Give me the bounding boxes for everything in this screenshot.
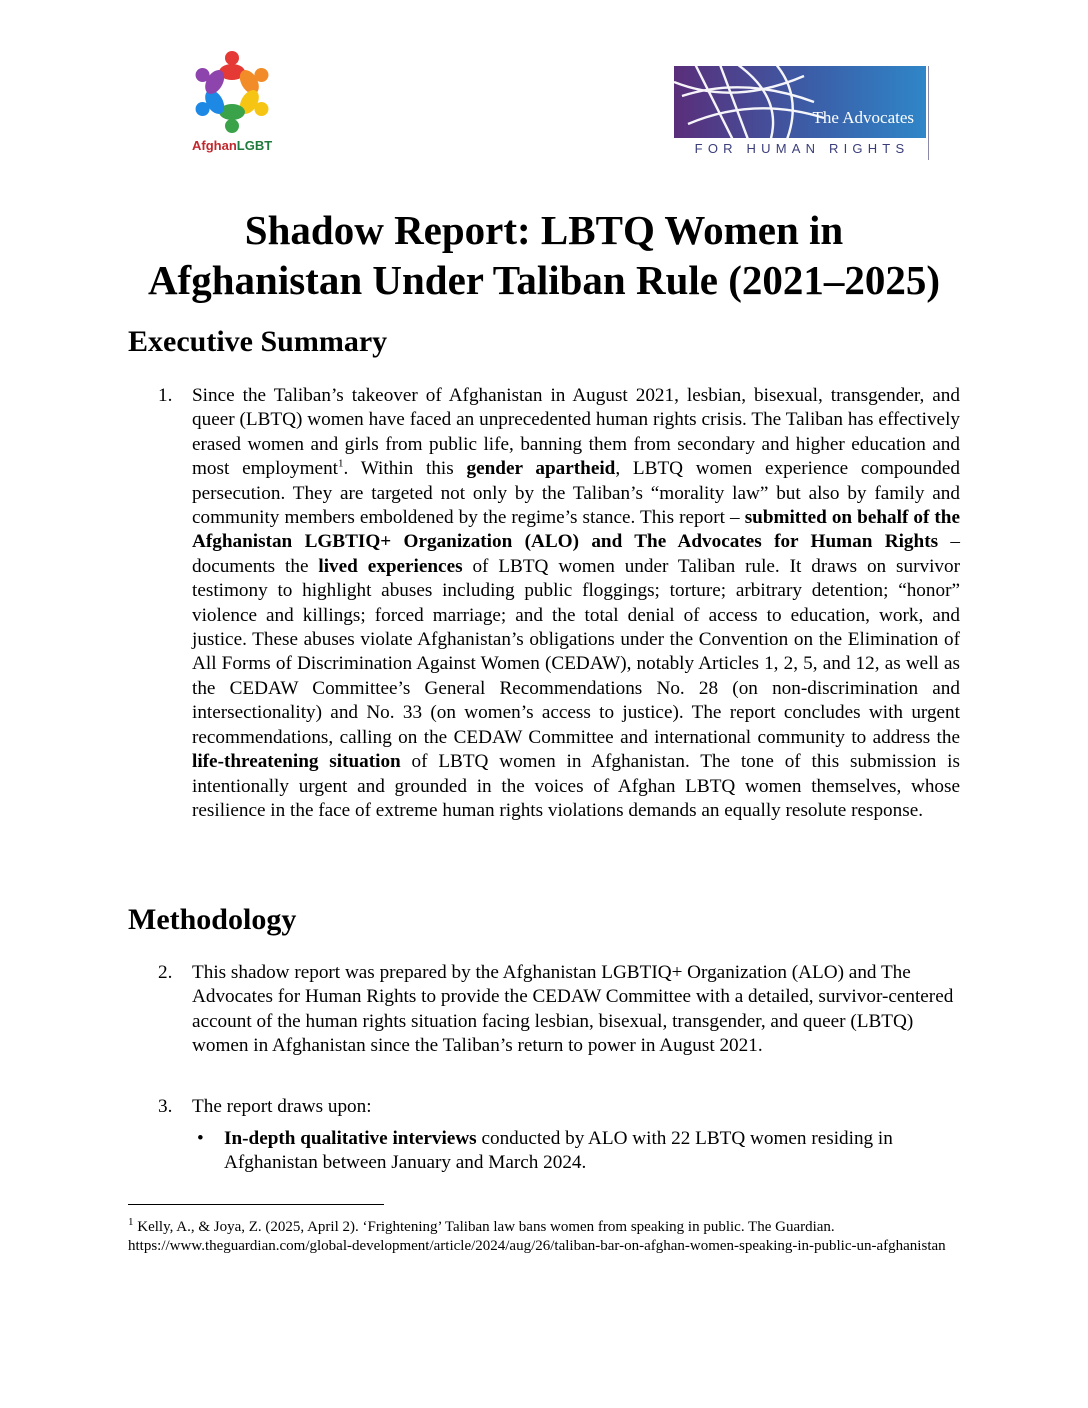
bold-run: lived experiences	[318, 555, 463, 577]
text-run: of LBTQ women in Afghanistan. The tone of this submission is intentionally urgent and grounded in the voices of Afghan LBTQ women themselves, whose resilience in the face of extreme human rights violations demands an equally resolute response.	[192, 751, 960, 821]
executive-summary-heading: Executive Summary	[128, 325, 388, 358]
text-run: Since the Taliban’s takeover of Afghanistan in August 2021, lesbian, bisexual, transgender, and queer (LBTQ) women have faced an unprecedented human rights crisis. The Taliban has effectively erased women and girls from public life, banning them from secondary and higher education and most employment	[192, 385, 960, 480]
people-circle-icon	[186, 44, 278, 140]
methodology-paragraph-3	[158, 1095, 960, 1119]
advocates-logo-box	[674, 66, 926, 138]
methodology-paragraph-2	[158, 961, 960, 1059]
logo-person-head	[254, 102, 268, 116]
item-number: 3.	[158, 1096, 173, 1117]
footnote-ref[interactable]: 1	[338, 457, 344, 470]
bullet-icon: •	[197, 1128, 204, 1149]
logo-divider	[928, 66, 929, 160]
bold-run: submitted on behalf of the Afghanistan LGBTIQ+ Organization (ALO) and The Advocates for Human Rights	[192, 507, 960, 553]
title-line-1: Shadow Report: LBTQ Women in	[244, 207, 844, 253]
logo-center	[225, 85, 239, 99]
methodology-bullet-1	[197, 1127, 964, 1176]
afghan-lgbt-wordmark	[192, 138, 272, 153]
text-run: conducted by ALO with 22 LBTQ women residing in Afghanistan between January and March 2024.	[224, 1128, 893, 1174]
text-run: This shadow report was prepared by the Afghanistan LGBTIQ+ Organization (ALO) and The Advocates for Human Rights to provide the CEDAW Committee with a detailed, survivor-centered account of the human rights situation facing lesbian, bisexual, transgender, and queer (LBTQ) women in Afghanistan since the Taliban’s return to power in August 2021.	[192, 962, 954, 1057]
advocates-logo	[674, 66, 930, 160]
footnote-text[interactable]: Kelly, A., & Joya, Z. (2025, April 2). ‘Frightening’ Taliban law bans women from speaking in public. The Guardian. https://www.theguardian.com/global-development/article/2024/aug/26/taliban-bar-on-afghan-women-speaking-in-public-un-afghanistan	[128, 1219, 946, 1254]
page-title	[80, 205, 1008, 305]
bold-run: In-depth qualitative interviews	[224, 1128, 477, 1149]
advocates-tagline: FOR HUMAN RIGHTS	[694, 141, 910, 156]
wordmark-lgbt: LGBT	[236, 138, 273, 153]
methodology-heading: Methodology	[128, 903, 297, 936]
text-run: of LBTQ women under Taliban rule. It draws on survivor testimony to highlight abuses including public floggings; torture; arbitrary detention; “honor” violence and killings; forced marriage; and the total denial of access to education, work, and justice. These abuses violate Afghanistan’s obligations under the Convention on the Elimination of All Forms of Discrimination Against Women (CEDAW), notably Articles 1, 2, 5, and 12, as well as the CEDAW Committee’s General Recommendations No. 28 (on non-discrimination and intersectionality) and No. 33 (on women’s access to justice). The report concludes with urgent recommendations, calling on the CEDAW Committee and international community to address the	[192, 555, 960, 748]
summary-paragraph-1	[158, 384, 960, 823]
logo-person-head	[225, 119, 239, 133]
item-number: 2.	[158, 962, 173, 983]
logo-person-head	[225, 51, 239, 65]
footnote-number: 1	[128, 1216, 134, 1228]
logo-person-head	[196, 68, 210, 82]
text-run: . Within this	[343, 458, 467, 480]
bold-run: gender apartheid	[466, 458, 616, 480]
item-number: 1.	[158, 385, 173, 406]
afghan-lgbt-logo	[186, 44, 278, 156]
text-run: , LBTQ women experience compounded persecution. They are targeted not only by the Taliban’s “morality law” but also by family and community members emboldened by the regime’s stance. This report –	[192, 458, 960, 529]
logo-person-head	[196, 102, 210, 116]
bold-run: life-threatening situation	[192, 751, 401, 773]
title-line-2: Afghanistan Under Taliban Rule (2021–2025)	[147, 257, 941, 303]
logo-person-head	[254, 68, 268, 82]
advocates-org-name: The Advocates	[812, 108, 914, 127]
footnote-1	[128, 1218, 948, 1255]
text-run: The report draws upon:	[192, 1096, 372, 1117]
footnote-separator	[128, 1204, 384, 1205]
text-run: – documents the	[192, 531, 960, 577]
wordmark-afghan: Afghan	[192, 138, 237, 153]
